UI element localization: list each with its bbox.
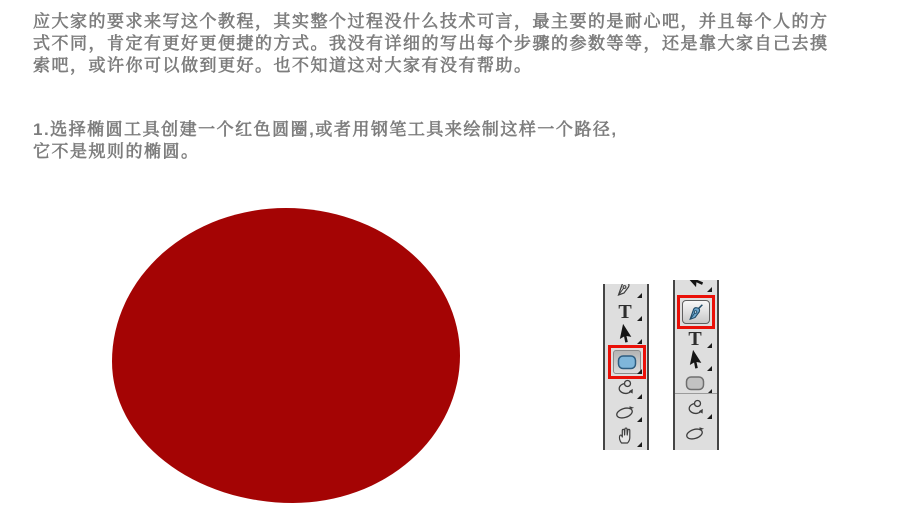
type-tool-glyph: T (688, 328, 702, 350)
step1-text (33, 119, 618, 163)
cursor-arrow-icon (612, 321, 638, 347)
3d-orbit-tool-icon[interactable] (614, 400, 636, 422)
selection-arrow-icon[interactable] (679, 280, 710, 296)
toolbar-left (603, 284, 649, 450)
flyout-arrow-icon (637, 394, 642, 399)
pen-icon (614, 284, 636, 298)
3d-orbit-icon (684, 421, 706, 443)
selection-arrow-icon[interactable] (684, 349, 706, 371)
intro-line-1: 应大家的要求来写这个教程，其实整个过程没什么技术可言，最主要的是耐心吧，并且每个人的方 (33, 12, 829, 31)
type-tool-glyph: T (618, 301, 632, 323)
flyout-arrow-icon (637, 293, 642, 298)
rounded-rectangle-tool-icon[interactable] (684, 372, 706, 394)
flyout-arrow-icon (707, 414, 712, 419)
3d-orbit-icon (614, 400, 636, 422)
highlight-box-pen-tool (677, 295, 715, 329)
flyout-arrow-icon (637, 339, 642, 344)
step1-line-2: 它不是规则的椭圆。 (33, 142, 200, 161)
flyout-arrow-icon (637, 442, 642, 447)
red-ellipse-shape (112, 208, 460, 503)
intro-line-3: 索吧，或许你可以做到更好。也不知道这对大家有没有帮助。 (33, 56, 533, 75)
hand-tool-icon[interactable] (614, 424, 636, 446)
flyout-arrow-icon (707, 366, 712, 371)
step1-line-1: 1.选择椭圆工具创建一个红色圆圈,或者用钢笔工具来绘制这样一个路径, (33, 120, 618, 139)
pen-tool-button[interactable] (682, 300, 710, 324)
3d-rotate-icon (614, 377, 636, 399)
3d-rotate-icon (684, 397, 706, 419)
pen-icon (686, 302, 706, 322)
intro-paragraph (33, 11, 829, 77)
cursor-arrow-icon (679, 280, 710, 296)
flyout-arrow-icon (637, 369, 642, 374)
3d-orbit-tool-icon[interactable] (684, 421, 706, 443)
cursor-arrow-icon (682, 347, 708, 373)
flyout-arrow-icon (637, 417, 642, 422)
3d-rotate-tool-icon[interactable] (684, 397, 706, 419)
selection-arrow-icon[interactable] (614, 323, 636, 345)
type-tool-icon[interactable] (614, 301, 636, 323)
flyout-arrow-icon (707, 287, 712, 292)
intro-line-2: 式不同，肯定有更好更便捷的方式。我没有详细的写出每个步骤的参数等等，还是靠大家自己去摸 (33, 34, 829, 53)
rounded-rectangle-icon (616, 354, 638, 371)
toolbar-right (673, 280, 719, 450)
hand-icon (614, 424, 636, 446)
flyout-arrow-icon (637, 316, 642, 321)
3d-rotate-tool-icon[interactable] (614, 377, 636, 399)
pen-tool-icon[interactable] (614, 284, 636, 298)
flyout-arrow-icon (707, 343, 712, 348)
rounded-rectangle-icon (684, 375, 706, 392)
toolbar-separator (675, 393, 717, 394)
